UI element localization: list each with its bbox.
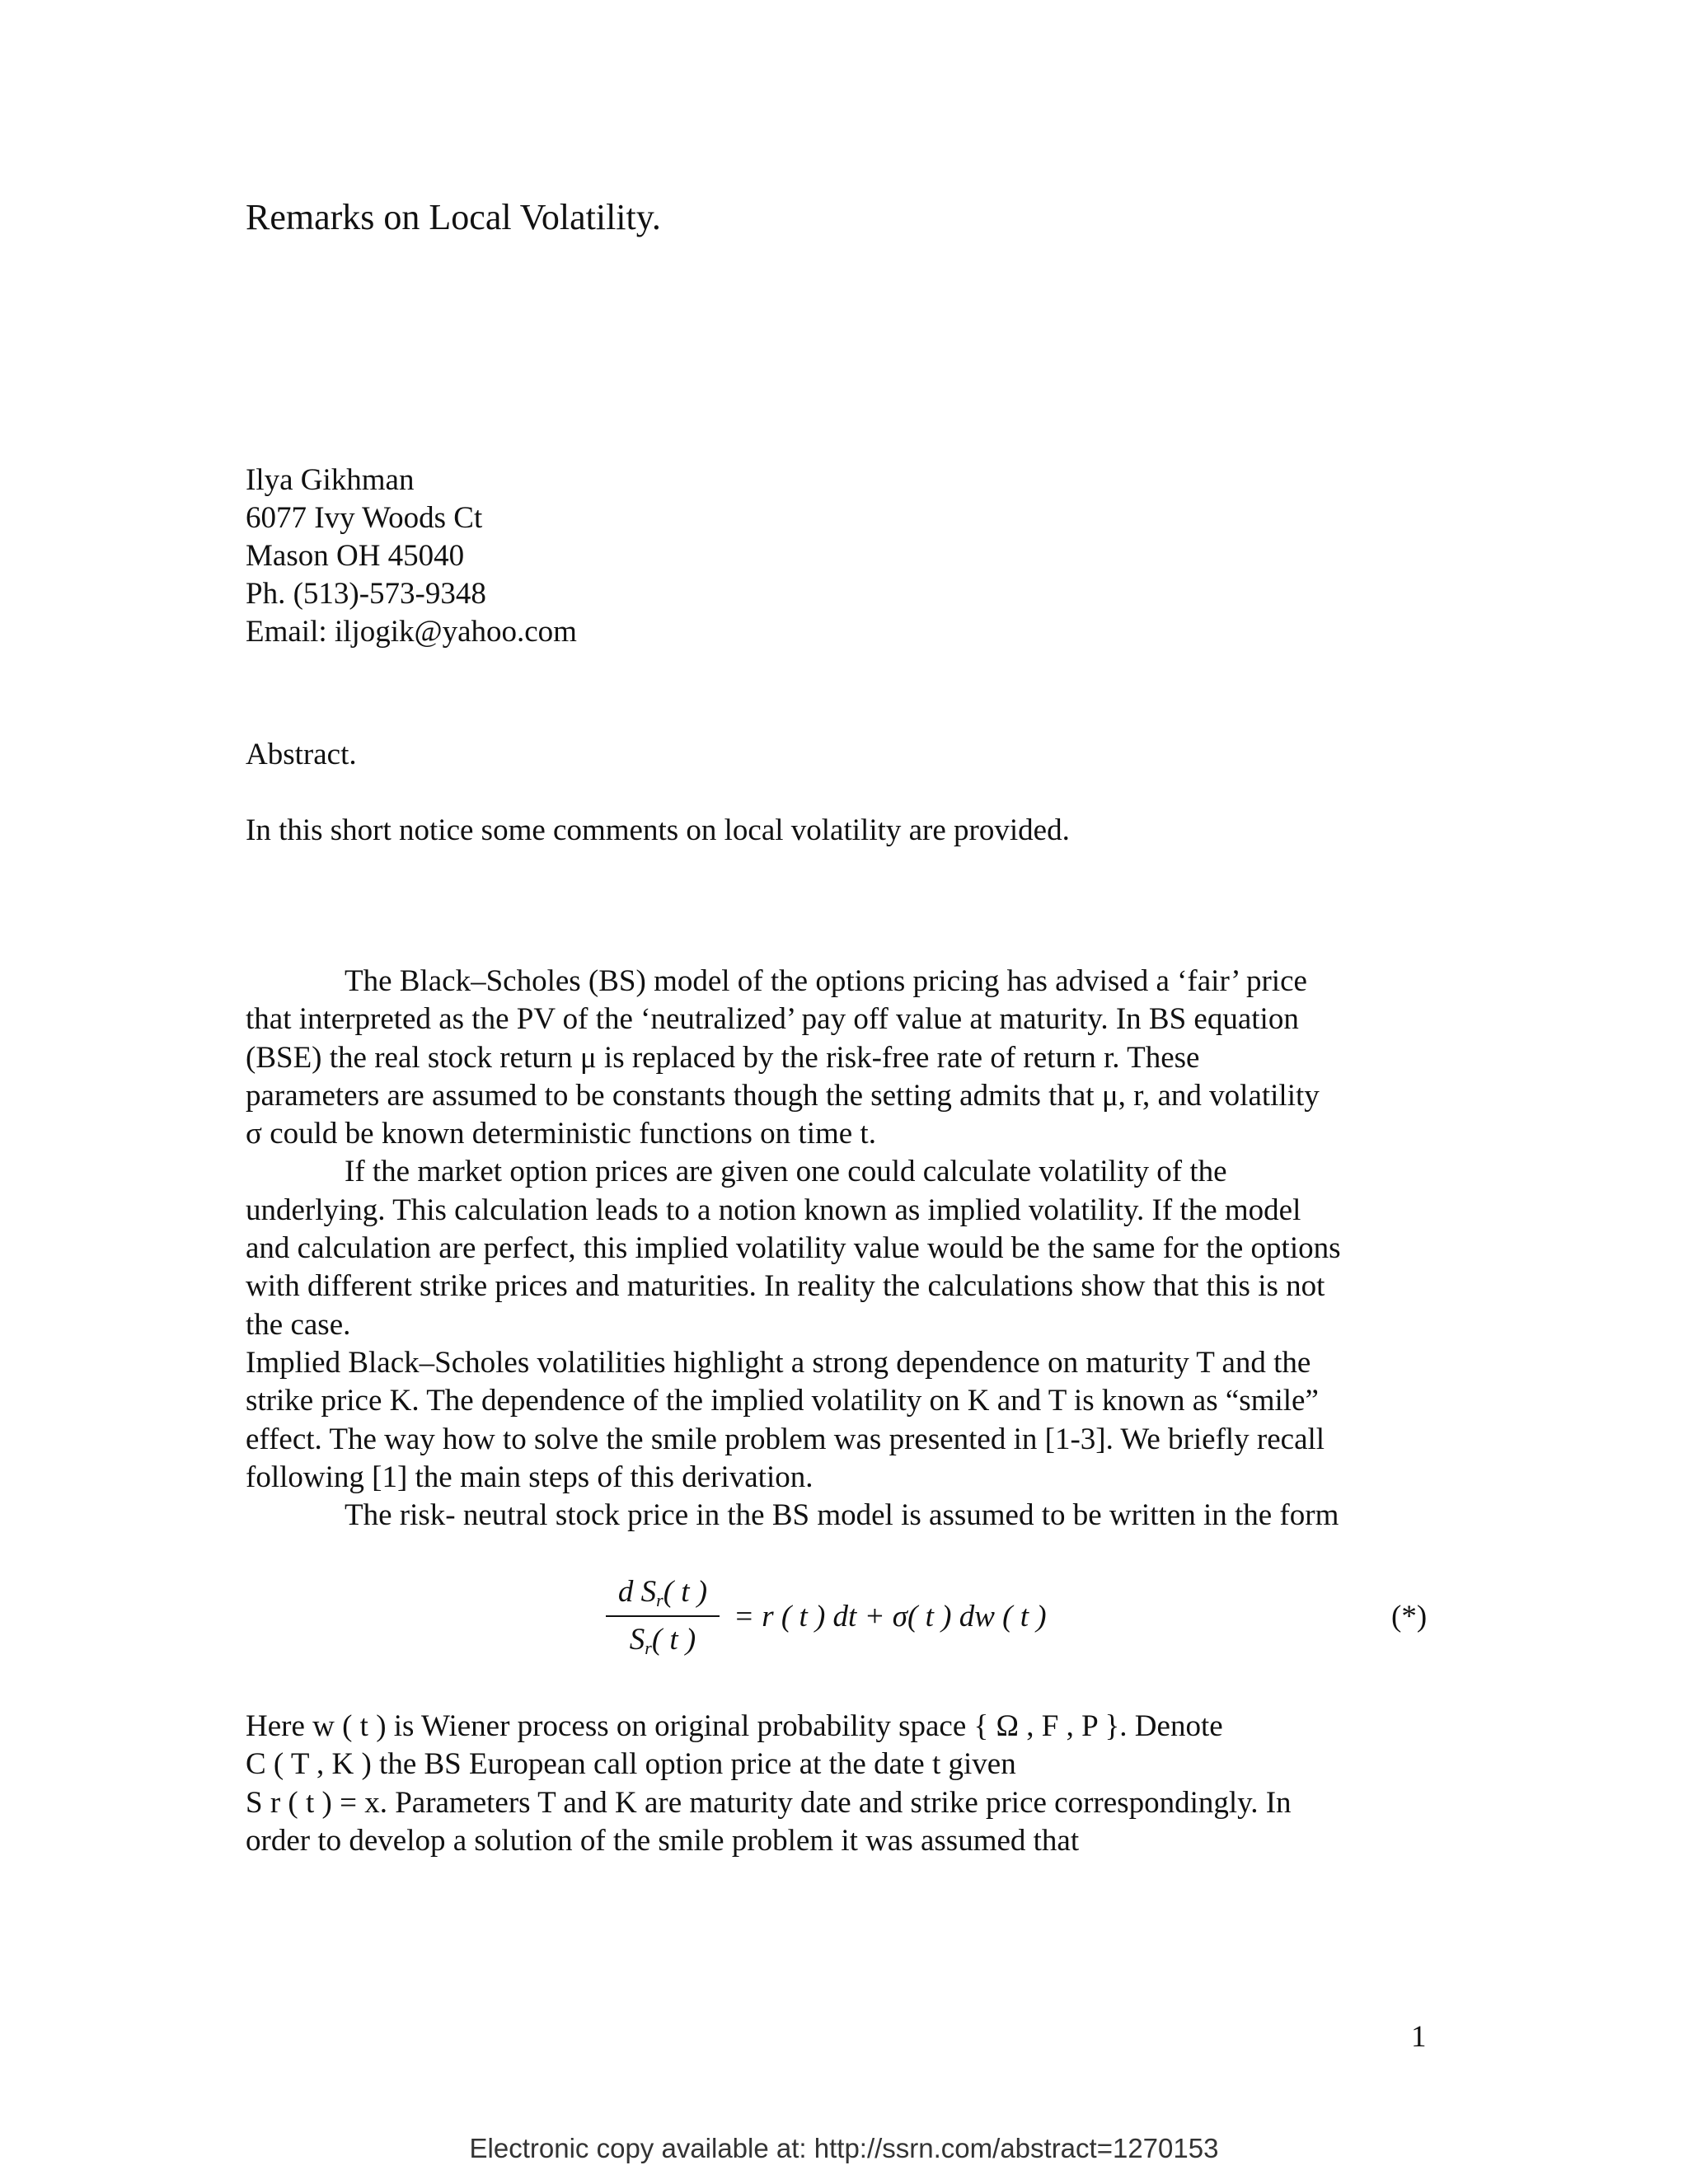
equation-numerator: d $S_r$( t ) (617, 1575, 708, 1610)
body-line: If the market option prices are given one could calculate volatility of the (345, 1155, 1227, 1189)
body-line: the case. (246, 1307, 351, 1342)
body-line: The risk- neutral stock price in the BS model is assumed to be written in the form (345, 1498, 1339, 1533)
body-line: and calculation are perfect, this implied volatility value would be the same for the options (246, 1231, 1341, 1266)
abstract-text: In this short notice some comments on local volatility are provided. (246, 813, 1070, 847)
body-line: parameters are assumed to be constants though the setting admits that μ, r, and volatility (246, 1078, 1320, 1113)
page-title: Remarks on Local Volatility. (246, 197, 661, 237)
continuation-text (246, 1708, 1432, 1860)
body-line: (BSE) the real stock return μ is replaced by the risk-free rate of return r. These (246, 1040, 1200, 1075)
author-name: Ilya Gikhman (246, 463, 415, 497)
body-line: The Black–Scholes (BS) model of the options pricing has advised a ‘fair’ price (345, 964, 1307, 998)
author-city: Mason OH 45040 (246, 539, 465, 573)
equation-rhs: = r ( t ) dt + σ( t ) dw ( t ) (734, 1600, 1047, 1633)
main-text (246, 963, 1432, 1535)
body-line: strike price K. The dependence of the implied volatility on K and T is known as “smile” (246, 1384, 1319, 1418)
body-line: Here w ( t ) is Wiener process on original probability space { Ω , F , P }. Denote (246, 1709, 1223, 1743)
author-email: Email: iljogik@yahoo.com (246, 615, 577, 649)
body-line: effect. The way how to solve the smile problem was presented in [1-3]. We briefly recall (246, 1422, 1325, 1456)
author-block (246, 462, 577, 651)
author-street: 6077 Ivy Woods Ct (246, 501, 483, 535)
body-line: S r ( t ) = x. Parameters T and K are maturity date and strike price correspondingly. In (246, 1785, 1292, 1820)
body-line: following [1] the main steps of this derivation. (246, 1460, 814, 1494)
equation-label: (*) (1391, 1600, 1428, 1633)
footer-link[interactable]: Electronic copy available at: http://ssrn.com/abstract=1270153 (469, 2133, 1219, 2163)
body-line: that interpreted as the PV of the ‘neutralized’ pay off value at maturity. In BS equation (246, 1002, 1299, 1037)
fraction-bar (606, 1615, 720, 1617)
author-phone: Ph. (513)-573-9348 (246, 577, 486, 611)
abstract-heading: Abstract. (246, 738, 357, 771)
equation-star (0, 1571, 1688, 1661)
body-line: C ( T , K ) the BS European call option price at the date t given (246, 1747, 1016, 1782)
equation-denominator: $S_r$( t ) (629, 1623, 696, 1658)
body-line: underlying. This calculation leads to a notion known as implied volatility. If the model (246, 1193, 1301, 1227)
body-line: Implied Black–Scholes volatilities highlight a strong dependence on maturity T and the (246, 1345, 1311, 1380)
body-line: with different strike prices and maturities. In reality the calculations show that this is not (246, 1269, 1325, 1304)
body-line: σ could be known deterministic functions on time t. (246, 1117, 876, 1151)
body-line: order to develop a solution of the smile problem it was assumed that (246, 1823, 1080, 1858)
page-number: 1 (1411, 2020, 1427, 2054)
